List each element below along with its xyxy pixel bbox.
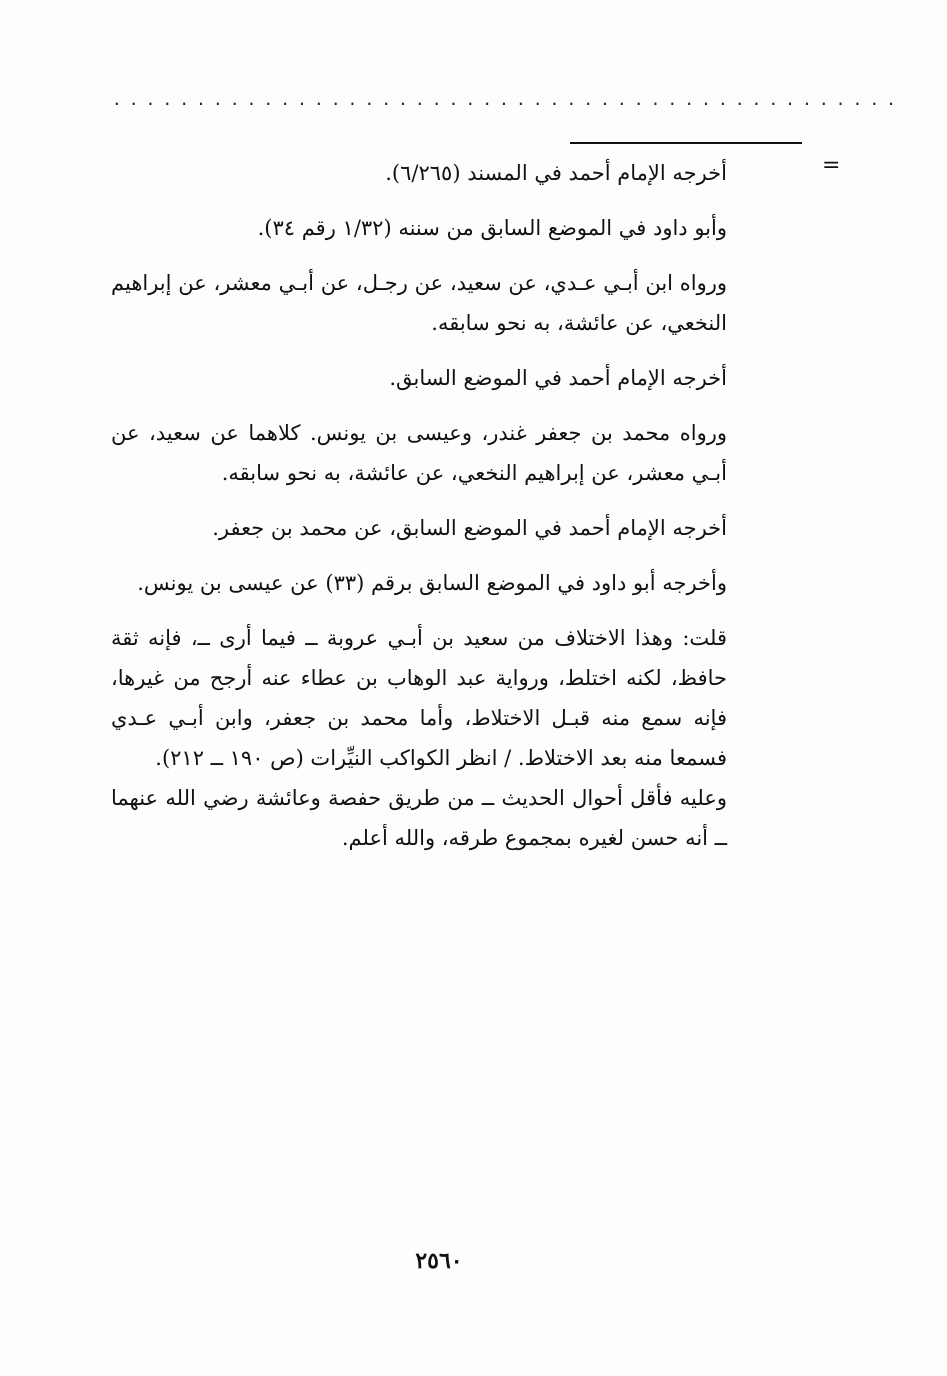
paragraph-author-note: قلت: وهذا الاختلاف من سعيد بن أبـي عروبة ــ فيما أرى ــ، فإنه ثقة حافظ، لكنه اختلط، ورواية عبد الوهاب بن عطاء عنه أرجح من غيرها، فإنه سمع منه قبـل الاختلاط، وأما محمد بن جعفر، وابن أبـي عـدي فسمعا منه بعد الاختلاط. / انظر الكواكب النيِّرات (ص ١٩٠ ــ ٢١٢). — [111, 626, 727, 770]
dotted-separator: ............................................... — [112, 90, 904, 109]
paragraph-ahmad-from-ghundar: أخرجه الإمام أحمد في الموضع السابق، عن محمد بن جعفر. — [212, 516, 727, 540]
footnote-rule — [570, 142, 802, 144]
paragraph-abu-dawud-isa: وأخرجه أبو داود في الموضع السابق برقم (٣٣) عن عيسى بن يونس. — [137, 571, 727, 595]
paragraph-ahmad-same-place: أخرجه الإمام أحمد في الموضع السابق. — [389, 366, 727, 390]
paragraph-ibn-abi-adi-chain: ورواه ابن أبـي عـدي، عن سعيد، عن رجـل، عن أبـي معشر، عن إبراهيم النخعي، عن عائشة، به نحو سابقه. — [111, 271, 727, 335]
footnote-body — [111, 153, 727, 873]
page-number: ٢٥٦٠ — [415, 1248, 463, 1274]
paragraph-abu-dawud-sunan: وأبو داود في الموضع السابق من سننه (١/٣٢ رقم ٣٤). — [257, 216, 727, 240]
paragraph-ahmad-musnad: أخرجه الإمام أحمد في المسند (٦/٢٦٥). — [385, 161, 727, 185]
paragraph-conclusion: وعليه فأقل أحوال الحديث ــ من طريق حفصة وعائشة رضي الله عنهما ــ أنه حسن لغيره بمجموع طرقه، والله أعلم. — [111, 786, 727, 850]
paragraph-ghundar-isa-chain: ورواه محمد بن جعفر غندر، وعيسى بن يونس. كلاهما عن سعيد، عن أبـي معشر، عن إبراهيم النخعي، عن عائشة، به نحو سابقه. — [111, 421, 727, 485]
footnote-continuation-marker: = — [822, 153, 841, 178]
